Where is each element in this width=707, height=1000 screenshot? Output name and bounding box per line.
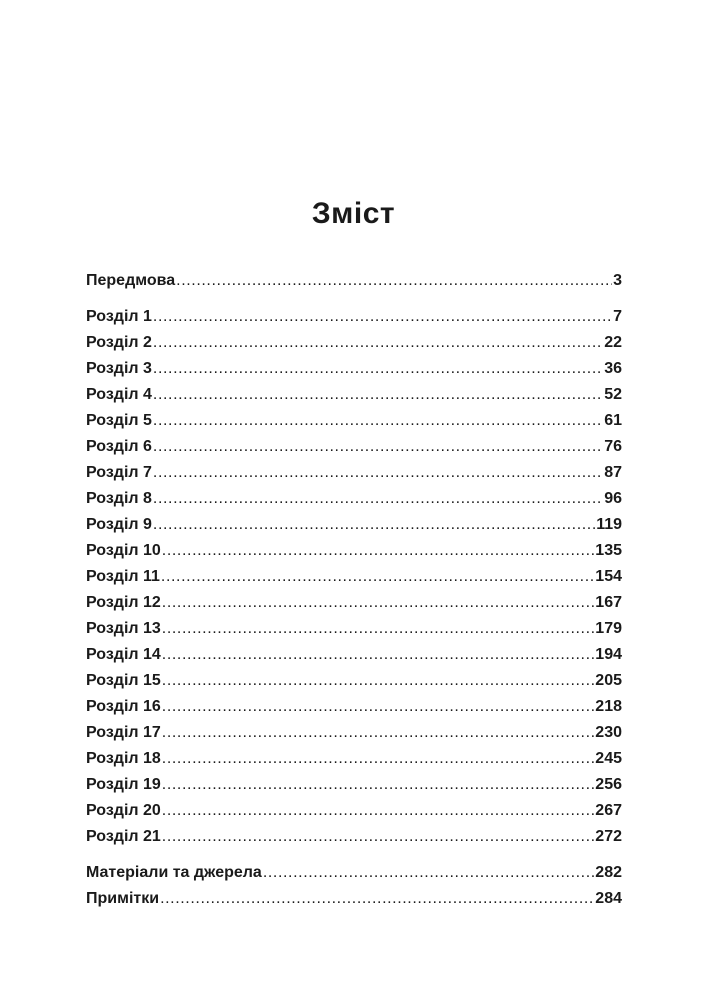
toc-entry-page: 267 bbox=[595, 802, 622, 819]
toc-entry[interactable] bbox=[86, 356, 622, 382]
page-title: Зміст bbox=[311, 197, 396, 230]
toc-entry[interactable] bbox=[86, 886, 622, 912]
toc-entry-page: 205 bbox=[595, 672, 622, 689]
toc-entry-page: 22 bbox=[604, 334, 622, 351]
toc-entry-page: 119 bbox=[596, 516, 622, 533]
leader-dots bbox=[153, 356, 603, 382]
toc-entry[interactable] bbox=[86, 590, 622, 616]
leader-dots bbox=[153, 408, 603, 434]
toc-entry[interactable] bbox=[86, 382, 622, 408]
toc-entry-label: Розділ 14 bbox=[86, 646, 161, 663]
toc-entry-page: 167 bbox=[595, 594, 622, 611]
toc-entry-page: 96 bbox=[604, 490, 622, 507]
toc-entry-page: 3 bbox=[613, 272, 622, 289]
leader-dots bbox=[263, 860, 594, 886]
toc-entry-label: Розділ 19 bbox=[86, 776, 161, 793]
leader-dots bbox=[162, 616, 595, 642]
toc-entry-label: Розділ 18 bbox=[86, 750, 161, 767]
toc-entry-label: Розділ 11 bbox=[86, 568, 160, 585]
toc-entry-label: Розділ 2 bbox=[86, 334, 152, 351]
leader-dots bbox=[161, 564, 594, 590]
toc-entry-label: Розділ 1 bbox=[86, 308, 152, 325]
leader-dots bbox=[162, 798, 595, 824]
toc-entry[interactable] bbox=[86, 304, 622, 330]
toc-entry-page: 154 bbox=[595, 568, 622, 585]
toc-entry-page: 272 bbox=[595, 828, 622, 845]
leader-dots bbox=[162, 824, 595, 850]
leader-dots bbox=[162, 720, 595, 746]
toc-chapter-list bbox=[86, 304, 622, 850]
toc-entry[interactable] bbox=[86, 616, 622, 642]
toc-entry[interactable] bbox=[86, 642, 622, 668]
toc-entry-label: Розділ 6 bbox=[86, 438, 152, 455]
toc-entry-label: Розділ 3 bbox=[86, 360, 152, 377]
toc-entry-label: Розділ 8 bbox=[86, 490, 152, 507]
toc-entry-page: 230 bbox=[595, 724, 622, 741]
toc-entry-label: Матеріали та джерела bbox=[86, 864, 262, 881]
leader-dots bbox=[162, 642, 595, 668]
leader-dots bbox=[176, 268, 612, 294]
leader-dots bbox=[153, 434, 603, 460]
toc-entry-label: Розділ 12 bbox=[86, 594, 161, 611]
toc-entry-page: 135 bbox=[595, 542, 622, 559]
toc-entry-label: Розділ 16 bbox=[86, 698, 161, 715]
toc-entry[interactable] bbox=[86, 824, 622, 850]
toc-entry-page: 87 bbox=[604, 464, 622, 481]
toc-entry-page: 7 bbox=[613, 308, 622, 325]
toc-entry[interactable] bbox=[86, 694, 622, 720]
toc-entry-page: 282 bbox=[595, 864, 622, 881]
toc-entry-label: Розділ 4 bbox=[86, 386, 152, 403]
toc-entry-page: 61 bbox=[604, 412, 622, 429]
toc-entry[interactable] bbox=[86, 798, 622, 824]
leader-dots bbox=[162, 746, 595, 772]
toc-entry[interactable] bbox=[86, 746, 622, 772]
toc-entry-label: Розділ 10 bbox=[86, 542, 161, 559]
toc-entry-label: Розділ 21 bbox=[86, 828, 161, 845]
toc-entry[interactable] bbox=[86, 538, 622, 564]
leader-dots bbox=[160, 886, 594, 912]
toc-entry-label: Розділ 15 bbox=[86, 672, 161, 689]
toc-entry-page: 245 bbox=[595, 750, 622, 767]
toc-entry-page: 76 bbox=[604, 438, 622, 455]
toc-entry[interactable] bbox=[86, 486, 622, 512]
toc-entry[interactable] bbox=[86, 772, 622, 798]
toc-entry[interactable] bbox=[86, 720, 622, 746]
toc-entry[interactable] bbox=[86, 564, 622, 590]
leader-dots bbox=[153, 382, 603, 408]
toc-entry-intro[interactable] bbox=[86, 268, 622, 294]
toc-entry-label: Розділ 17 bbox=[86, 724, 161, 741]
table-of-contents bbox=[86, 268, 622, 912]
leader-dots bbox=[162, 772, 595, 798]
toc-entry[interactable] bbox=[86, 434, 622, 460]
toc-back-matter-list bbox=[86, 860, 622, 912]
leader-dots bbox=[153, 330, 603, 356]
toc-entry-page: 284 bbox=[595, 890, 622, 907]
toc-entry-page: 36 bbox=[604, 360, 622, 377]
toc-entry-page: 256 bbox=[595, 776, 622, 793]
leader-dots bbox=[162, 590, 595, 616]
leader-dots bbox=[153, 512, 595, 538]
toc-entry-page: 52 bbox=[604, 386, 622, 403]
toc-entry-label: Розділ 5 bbox=[86, 412, 152, 429]
leader-dots bbox=[153, 486, 603, 512]
leader-dots bbox=[162, 668, 595, 694]
toc-entry[interactable] bbox=[86, 408, 622, 434]
toc-entry[interactable] bbox=[86, 860, 622, 886]
toc-entry[interactable] bbox=[86, 668, 622, 694]
leader-dots bbox=[153, 460, 603, 486]
toc-entry-label: Розділ 20 bbox=[86, 802, 161, 819]
toc-entry-label: Розділ 7 bbox=[86, 464, 152, 481]
toc-entry[interactable] bbox=[86, 330, 622, 356]
toc-entry[interactable] bbox=[86, 460, 622, 486]
toc-entry-page: 194 bbox=[595, 646, 622, 663]
leader-dots bbox=[162, 694, 595, 720]
leader-dots bbox=[162, 538, 595, 564]
toc-entry-page: 218 bbox=[595, 698, 622, 715]
toc-entry-page: 179 bbox=[595, 620, 622, 637]
toc-entry-label: Розділ 9 bbox=[86, 516, 152, 533]
toc-entry-label: Примітки bbox=[86, 890, 160, 907]
leader-dots bbox=[153, 304, 612, 330]
toc-entry[interactable] bbox=[86, 512, 622, 538]
toc-entry-label: Розділ 13 bbox=[86, 620, 161, 637]
toc-entry-label: Передмова bbox=[86, 272, 176, 289]
